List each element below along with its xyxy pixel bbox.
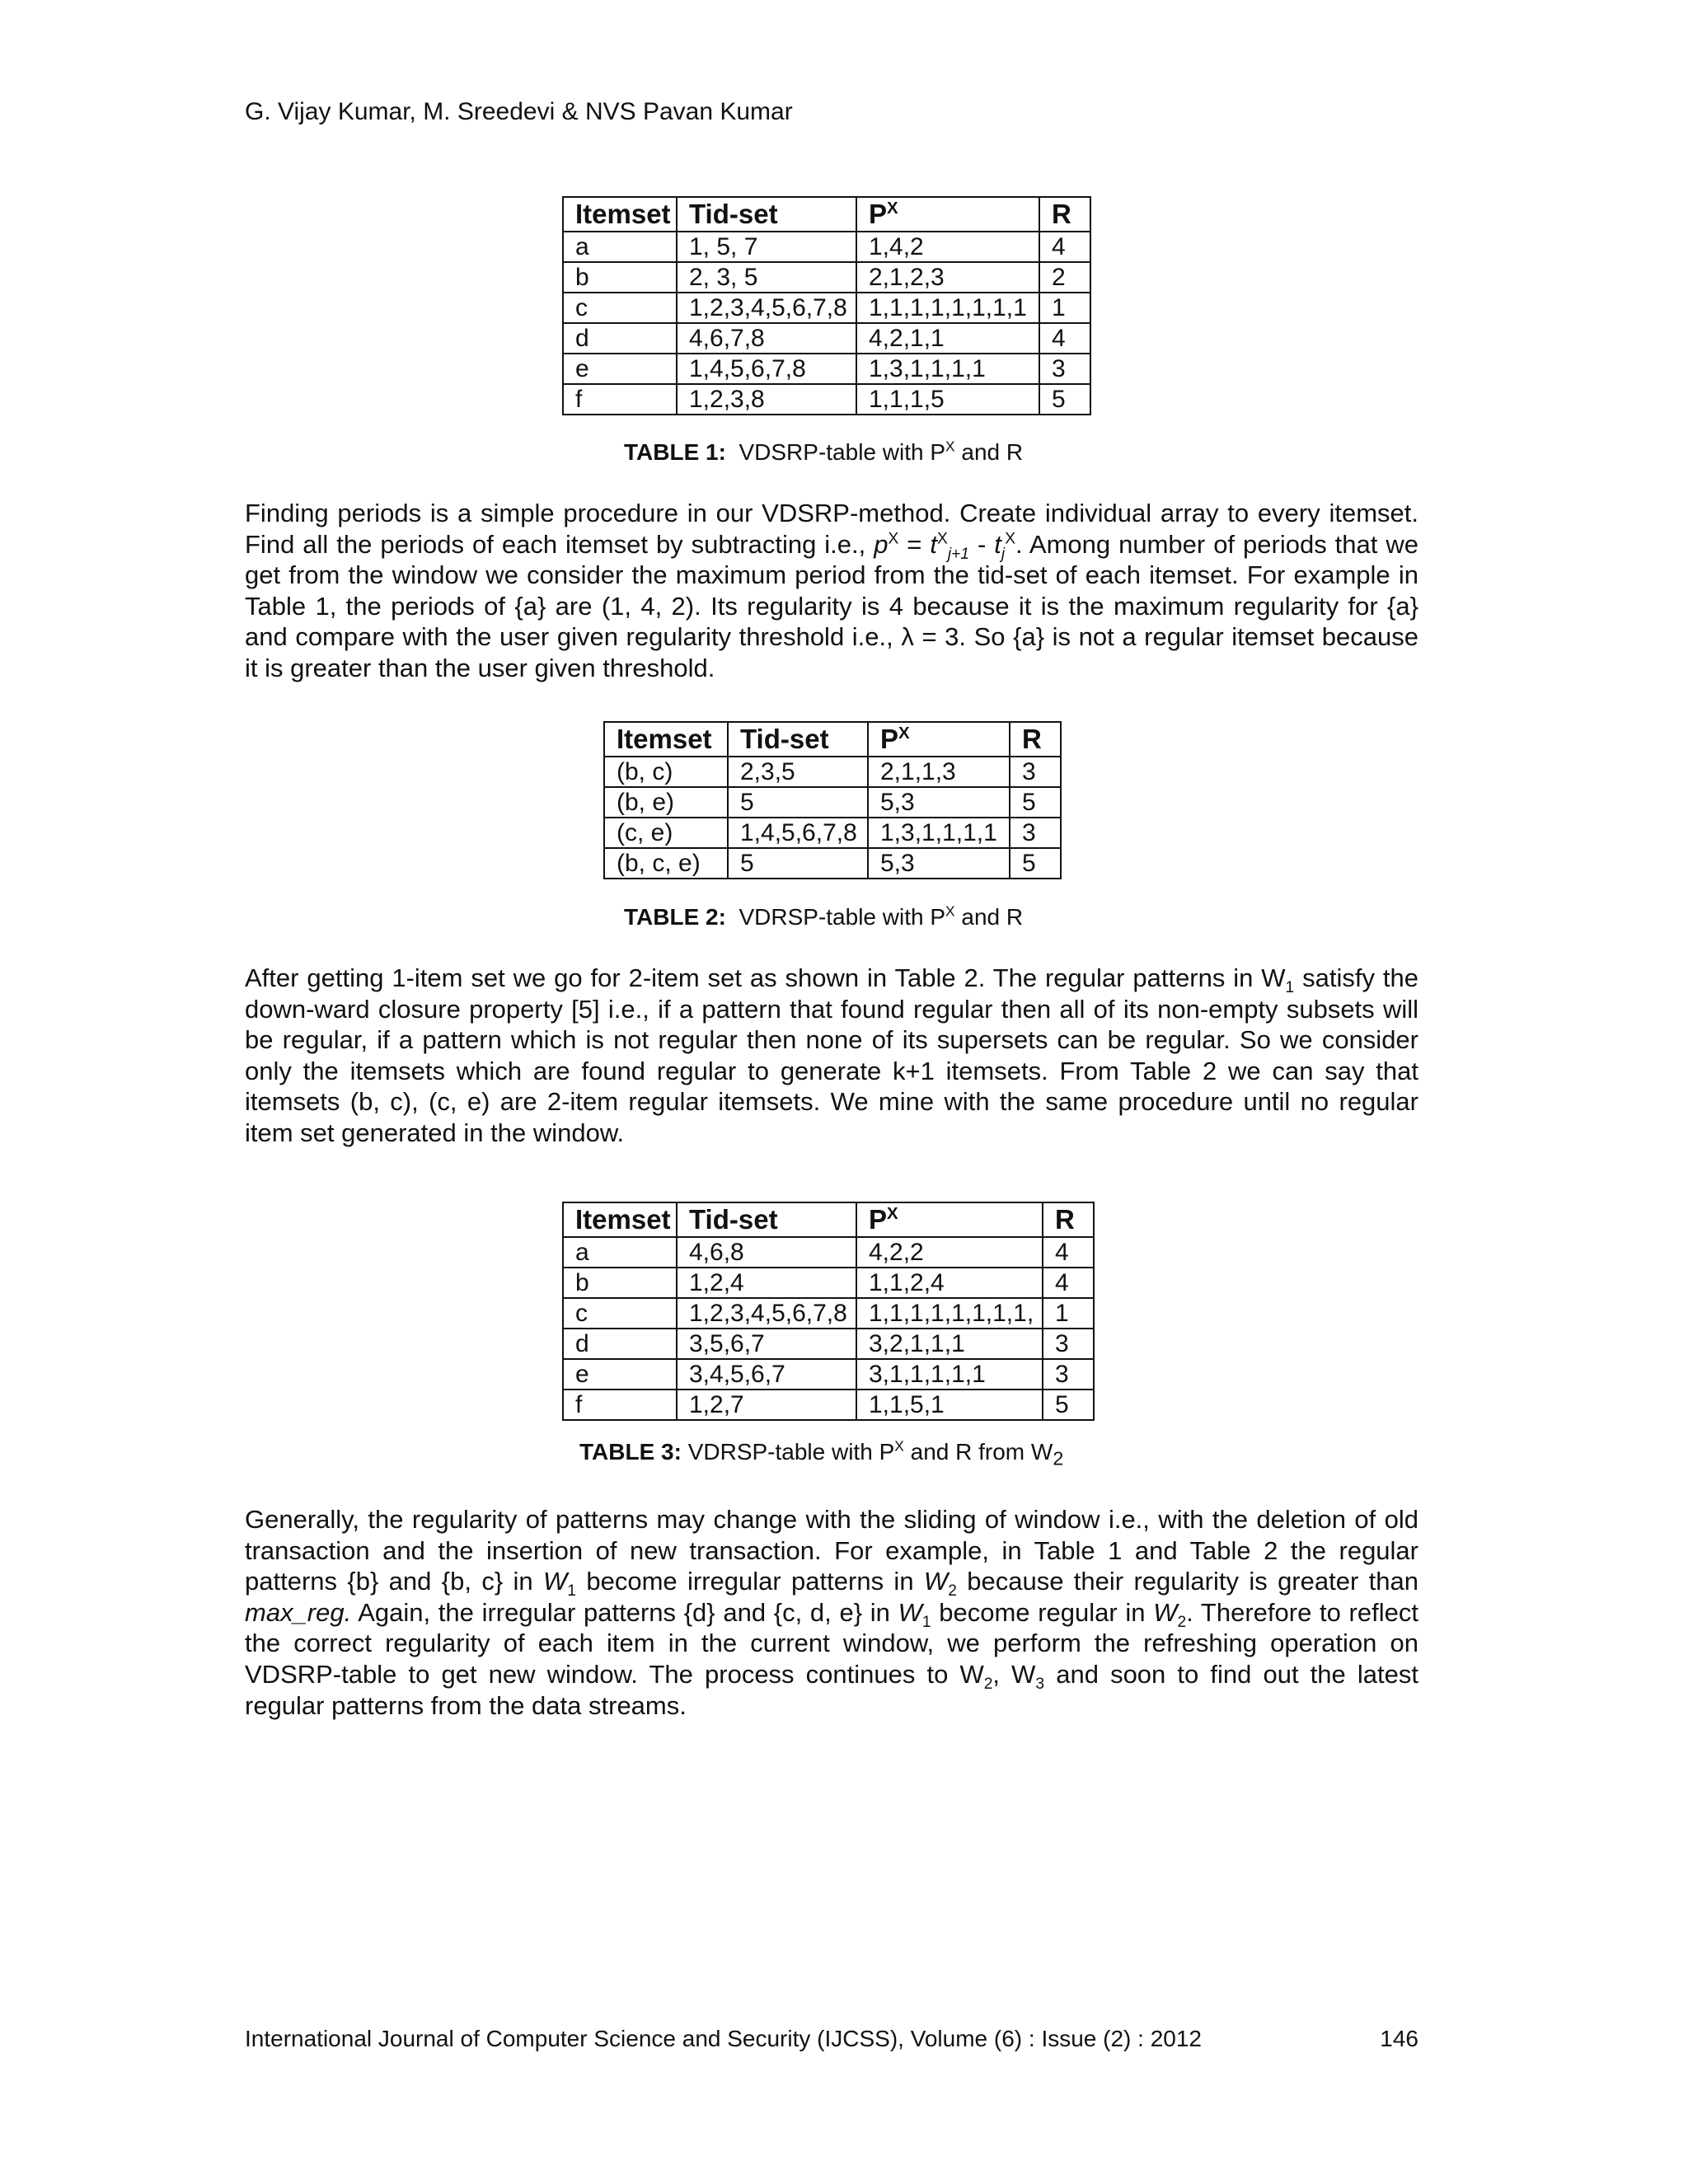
para-subscript: 1 — [567, 1582, 576, 1601]
table-cell: 3,4,5,6,7 — [677, 1359, 856, 1390]
table-cell: 3 — [1010, 818, 1061, 848]
table-cell: 3 — [1043, 1359, 1094, 1390]
para-italic: W — [923, 1567, 949, 1596]
para-text: because their regularity is greater than — [956, 1567, 1418, 1596]
table-cell: (b, c, e) — [604, 848, 728, 879]
formula-sup: X — [1005, 530, 1016, 548]
table-cell: 2, 3, 5 — [677, 262, 856, 293]
para-text: After getting 1-item set we go for 2-item set as shown in Table 2. The regular patterns in W — [245, 963, 1286, 992]
caption-text-end: and R — [954, 439, 1024, 465]
table-header-row — [563, 1202, 1094, 1237]
table-cell: 1,4,5,6,7,8 — [728, 818, 868, 848]
table-2 — [603, 721, 1062, 879]
table-cell: 5 — [1043, 1390, 1094, 1420]
col-header-r: R — [1039, 197, 1090, 232]
col-header-itemset: Itemset — [563, 197, 677, 232]
table-cell: b — [563, 1268, 677, 1298]
table-cell: 1, 5, 7 — [677, 232, 856, 262]
table-cell: 1,4,5,6,7,8 — [677, 354, 856, 384]
para-text: Generally, the regularity of patterns may change with the sliding of window i.e., with the deletion of old transaction and the insertion of new transaction. For example, in Table 1 and Table 2 the regular patterns {b} and {b, c} in — [245, 1505, 1418, 1596]
table-cell: d — [563, 323, 677, 354]
col-header-px — [868, 722, 1010, 757]
table-cell: 1,2,3,4,5,6,7,8 — [677, 1298, 856, 1329]
table-cell: 1,2,4 — [677, 1268, 856, 1298]
caption-superscript: X — [894, 1437, 904, 1455]
table-cell: 5 — [1039, 384, 1090, 415]
table-header-row — [604, 722, 1061, 757]
table-cell: f — [563, 1390, 677, 1420]
formula-eq: = — [898, 529, 931, 559]
table-cell: 4 — [1039, 232, 1090, 262]
col-header-itemset: Itemset — [563, 1202, 677, 1237]
caption-label: TABLE 1: — [624, 439, 726, 465]
table-cell: e — [563, 1359, 677, 1390]
formula-p: p — [874, 529, 889, 559]
table-row — [604, 787, 1061, 818]
table-cell: 5,3 — [868, 787, 1010, 818]
table-cell: 1,3,1,1,1,1 — [868, 818, 1010, 848]
col-header-p: P — [869, 199, 888, 229]
table-cell: 1,1,1,5 — [856, 384, 1039, 415]
para-italic: W — [898, 1597, 922, 1627]
table-cell: 1,2,7 — [677, 1390, 856, 1420]
para-text: become irregular patterns in — [575, 1567, 924, 1596]
table-cell: 1,2,3,4,5,6,7,8 — [677, 293, 856, 323]
table-cell: e — [563, 354, 677, 384]
table-row — [563, 1298, 1094, 1329]
para-subscript: 3 — [1035, 1675, 1045, 1694]
formula-sup: X — [888, 530, 899, 548]
paragraph-two-itemsets — [245, 963, 1418, 1149]
table-cell: f — [563, 384, 677, 415]
table-cell: 3 — [1043, 1329, 1094, 1359]
paragraph-periods — [245, 498, 1418, 684]
table-3 — [562, 1202, 1095, 1421]
para-text: and soon to find out the latest regular patterns from the data streams. — [245, 1659, 1418, 1720]
caption-text-end: and R — [954, 904, 1024, 930]
formula-t1: t — [930, 529, 938, 559]
table-cell: 4 — [1043, 1268, 1094, 1298]
col-header-tidset: Tid-set — [677, 1202, 856, 1237]
table-cell: b — [563, 262, 677, 293]
para-text: satisfy the down-ward closure property [5] i.e., if a pattern that found regular then all of its non-empty subsets will be regular, if a pattern which is not regular then none of its supersets can be regular. So we consider only the itemsets which are found regular to generate k+1 itemsets. From Table 2 we can say that itemsets (b, c), (c, e) are 2-item regular itemsets. We mine with the same procedure until no regular item set generated in the window. — [245, 963, 1418, 1147]
table-cell: a — [563, 1237, 677, 1268]
col-header-px — [856, 197, 1039, 232]
table-cell: (b, e) — [604, 787, 728, 818]
page-number: 146 — [1380, 2026, 1418, 2051]
table-cell: (b, c) — [604, 757, 728, 787]
table-2-caption — [624, 903, 1023, 931]
table-cell: d — [563, 1329, 677, 1359]
para-text: , W — [992, 1659, 1036, 1689]
para-subscript: 2 — [948, 1582, 957, 1601]
table-cell: 1,1,1,1,1,1,1,1 — [856, 293, 1039, 323]
table-cell: 1,4,2 — [856, 232, 1039, 262]
para-text: Finding periods is a simple procedure in our VDSRP-method. Create individual array to every itemset. Find all the periods of each itemset by subtracting i.e., — [245, 499, 1418, 559]
para-subscript: 2 — [1177, 1613, 1187, 1631]
formula-sub-text: j — [1001, 545, 1006, 563]
col-header-itemset: Itemset — [604, 722, 728, 757]
para-text: become regular in — [931, 1597, 1154, 1627]
paragraph-sliding-window — [245, 1504, 1418, 1721]
para-text: . Therefore to reflect the correct regularity of each item in the current window, we perform the refreshing operation on VDSRP-table to get new window. The process continues to W — [245, 1597, 1418, 1689]
table-cell: 3,1,1,1,1,1 — [856, 1359, 1043, 1390]
caption-label: TABLE 2: — [624, 904, 726, 930]
col-header-p: P — [880, 724, 899, 754]
table-cell: 5 — [1010, 787, 1061, 818]
table-row — [563, 262, 1090, 293]
table-row — [563, 1329, 1094, 1359]
table-row — [563, 384, 1090, 415]
table-1 — [562, 196, 1091, 415]
para-subscript: 1 — [1285, 979, 1295, 997]
table-cell: 5 — [728, 848, 868, 879]
para-italic: W — [1153, 1597, 1178, 1627]
table-row — [563, 323, 1090, 354]
table-cell: 1,1,1,1,1,1,1,1, — [856, 1298, 1043, 1329]
table-cell: 2,1,2,3 — [856, 262, 1039, 293]
col-header-p-superscript: X — [887, 1204, 898, 1223]
table-row — [604, 757, 1061, 787]
table-row — [563, 1237, 1094, 1268]
footer-journal: International Journal of Computer Science and Security (IJCSS), Volume (6) : Issue (2) : 2012 — [245, 2026, 1203, 2051]
table-cell: 4 — [1043, 1237, 1094, 1268]
caption-superscript: X — [945, 438, 955, 455]
table-cell: 2,1,1,3 — [868, 757, 1010, 787]
table-cell: c — [563, 1298, 677, 1329]
col-header-px — [856, 1202, 1043, 1237]
col-header-tidset: Tid-set — [677, 197, 856, 232]
para-text: . Among number of periods that we get from the window we consider the maximum period from the tid-set of each itemset. For example in Table 1, the periods of {a} are (1, 4, 2). Its regularity is 4 because it is the maximum regularity for {a} and compare with the user given regularity threshold i.e., λ = 3. So {a} is not a regular itemset because it is greater than the user given threshold. — [245, 529, 1418, 682]
caption-subscript: 2 — [1053, 1447, 1064, 1469]
table-cell: 3 — [1010, 757, 1061, 787]
table-row — [563, 1268, 1094, 1298]
table-1-caption — [624, 438, 1023, 466]
table-cell: 1,1,2,4 — [856, 1268, 1043, 1298]
caption-label: TABLE 3: — [579, 1439, 682, 1465]
para-subscript: 1 — [921, 1613, 931, 1631]
para-subscript: 2 — [983, 1675, 993, 1694]
table-cell: 4,6,8 — [677, 1237, 856, 1268]
col-header-tidset: Tid-set — [728, 722, 868, 757]
page-footer — [245, 2025, 1418, 2053]
col-header-p-superscript: X — [898, 724, 910, 743]
table-cell: 1 — [1039, 293, 1090, 323]
table-cell: 2 — [1039, 262, 1090, 293]
caption-superscript: X — [945, 902, 955, 920]
formula-sup: X — [937, 530, 948, 548]
para-text: Again, the irregular patterns {d} and {c, d, e} in — [351, 1597, 898, 1627]
table-cell: 4,2,1,1 — [856, 323, 1039, 354]
table-cell: 4 — [1039, 323, 1090, 354]
caption-text: VDSRP-table with P — [738, 439, 946, 465]
col-header-p: P — [869, 1204, 888, 1235]
table-row — [563, 354, 1090, 384]
table-cell: 5 — [728, 787, 868, 818]
table-cell: c — [563, 293, 677, 323]
table-row — [563, 1390, 1094, 1420]
table-cell: a — [563, 232, 677, 262]
table-row — [604, 848, 1061, 879]
table-cell: 4,6,7,8 — [677, 323, 856, 354]
formula-minus: - — [969, 529, 995, 559]
table-cell: 5 — [1010, 848, 1061, 879]
table-cell: 2,3,5 — [728, 757, 868, 787]
table-cell: 1,2,3,8 — [677, 384, 856, 415]
col-header-p-superscript: X — [887, 199, 898, 218]
table-row — [563, 293, 1090, 323]
para-italic: W — [543, 1567, 568, 1596]
table-row — [604, 818, 1061, 848]
table-cell: 4,2,2 — [856, 1237, 1043, 1268]
table-row — [563, 1359, 1094, 1390]
caption-text: VDRSP-table with P — [681, 1439, 895, 1465]
col-header-r: R — [1010, 722, 1061, 757]
table-cell: (c, e) — [604, 818, 728, 848]
table-cell: 3,5,6,7 — [677, 1329, 856, 1359]
formula-sub-text: j+1 — [947, 545, 969, 563]
col-header-r: R — [1043, 1202, 1094, 1237]
caption-text: VDRSP-table with P — [738, 904, 946, 930]
formula-t2: t — [994, 529, 1001, 559]
para-italic: max_reg. — [245, 1597, 352, 1627]
table-header-row — [563, 197, 1090, 232]
table-row — [563, 232, 1090, 262]
table-3-caption — [579, 1438, 1063, 1473]
table-cell: 5,3 — [868, 848, 1010, 879]
table-cell: 1,3,1,1,1,1 — [856, 354, 1039, 384]
table-cell: 1,1,5,1 — [856, 1390, 1043, 1420]
table-cell: 1 — [1043, 1298, 1094, 1329]
table-cell: 3,2,1,1,1 — [856, 1329, 1043, 1359]
table-cell: 3 — [1039, 354, 1090, 384]
caption-text-end: and R from W — [903, 1439, 1053, 1465]
running-head-authors: G. Vijay Kumar, M. Sreedevi & NVS Pavan Kumar — [245, 98, 793, 125]
